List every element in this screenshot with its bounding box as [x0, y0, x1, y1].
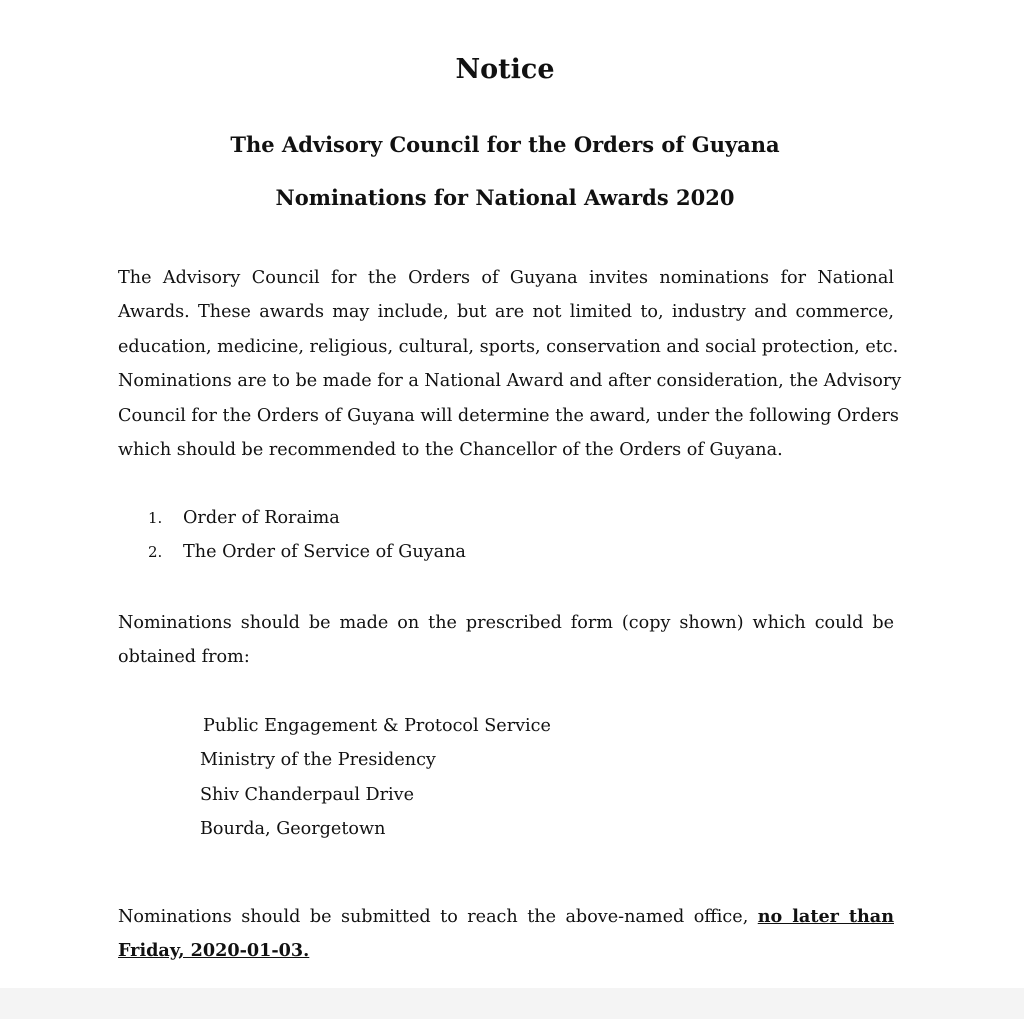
intro-paragraph [118, 261, 902, 467]
form-line: Nominations should be made on the prescribed form (copy shown) which could be [118, 613, 894, 633]
office-address [200, 709, 551, 847]
nominations-title: Nominations for National Awards 2020 [275, 185, 735, 210]
orders-list [118, 501, 466, 570]
form-paragraph [118, 606, 894, 675]
list-item-label: Order of Roraima [183, 508, 340, 528]
form-line: obtained from: [118, 647, 250, 668]
intro-line: Awards. These awards may include, but are not limited to, industry and commerce, [118, 302, 894, 323]
deadline-line [118, 934, 894, 968]
list-item-number: 2. [148, 543, 163, 562]
list-item [118, 535, 466, 569]
address-line: Public Engagement & Protocol Service [203, 716, 551, 736]
deadline-emphasis: no later than [757, 906, 894, 927]
deadline-line [118, 900, 894, 934]
address-line: Bourda, Georgetown [200, 819, 386, 840]
deadline-date: Friday, 2020-01-03. [118, 940, 310, 962]
intro-line: Council for the Orders of Guyana will determine the award, under the following Orders [118, 405, 899, 426]
notice-title: Notice [455, 54, 555, 85]
address-line: Shiv Chanderpaul Drive [200, 784, 415, 805]
intro-line: Nominations are to be made for a National Award and after consideration, the Advisory [118, 371, 902, 392]
list-item [118, 501, 466, 535]
intro-line: which should be recommended to the Chancellor of the Orders of Guyana. [118, 440, 783, 461]
address-line: Ministry of the Presidency [200, 750, 436, 771]
list-item-label: The Order of Service of Guyana [183, 542, 466, 563]
council-title: The Advisory Council for the Orders of Guyana [230, 132, 780, 157]
deadline-paragraph [118, 900, 894, 969]
page-bottom-edge [0, 988, 1024, 1019]
deadline-text: Nominations should be submitted to reach the above-named office, [118, 907, 758, 927]
intro-line: The Advisory Council for the Orders of Guyana invites nominations for National [118, 268, 894, 288]
intro-line: education, medicine, religious, cultural, sports, conservation and social protection, etc. [118, 336, 899, 357]
list-item-number: 1. [148, 509, 163, 527]
